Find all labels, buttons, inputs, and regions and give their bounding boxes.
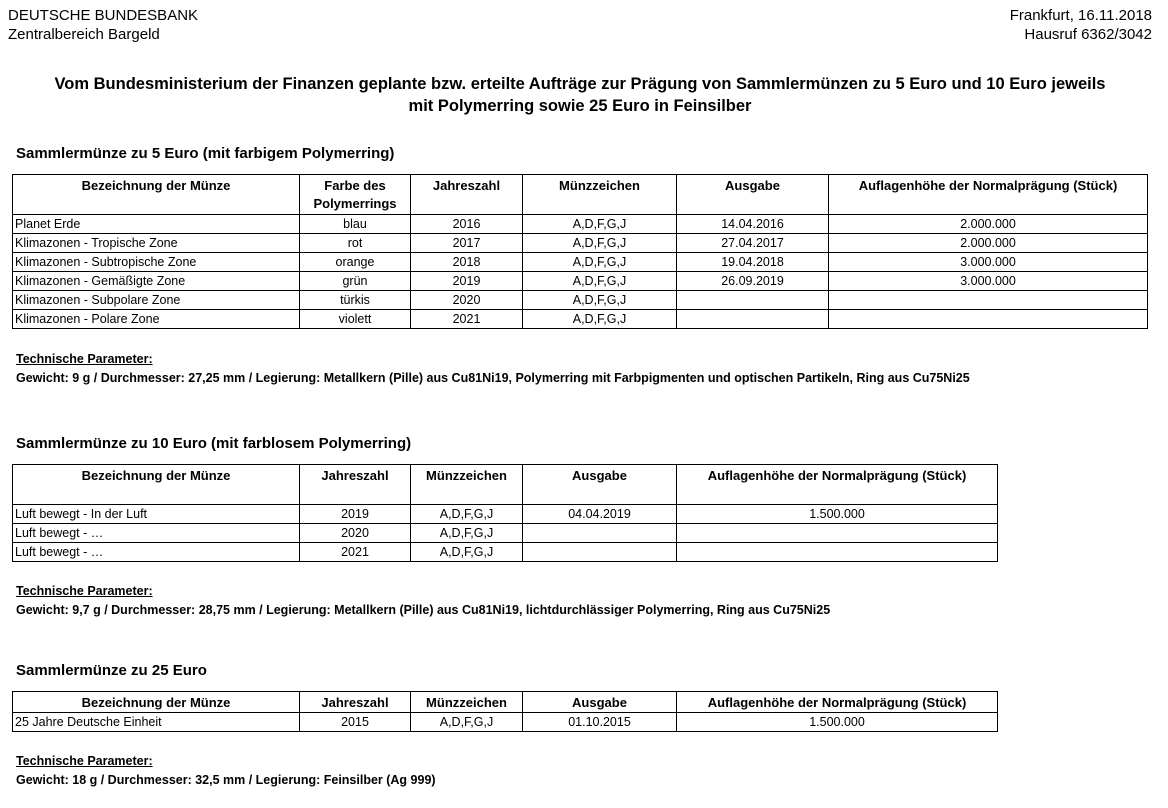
col-header-mintmark: Münzzeichen [411,692,523,713]
table-cell: Luft bewegt - … [13,524,300,543]
table-cell: 2019 [411,272,523,291]
table-cell: 2.000.000 [829,215,1148,234]
col-header-year: Jahreszahl [300,465,411,505]
col-header-issue: Ausgabe [523,465,677,505]
table-cell [829,310,1148,329]
tech-params-label-5: Technische Parameter: [16,352,153,366]
table-cell: 14.04.2016 [677,215,829,234]
letterhead-left [8,6,198,44]
section-5-euro-title: Sammlermünze zu 5 Euro (mit farbigem Polymerring) [16,145,395,162]
phone-extension: Hausruf 6362/3042 [1024,26,1152,43]
table-header-row [13,692,998,713]
col-header-mintmark: Münzzeichen [523,175,677,215]
table-cell: 25 Jahre Deutsche Einheit [13,713,300,732]
letterhead-right [1010,6,1152,44]
col-header-mintage: Auflagenhöhe der Normalprägung (Stück) [677,465,998,505]
document-title [0,73,1160,117]
table-row [13,505,998,524]
table-row [13,291,1148,310]
table-cell: A,D,F,G,J [523,215,677,234]
col-header-mintage: Auflagenhöhe der Normalprägung (Stück) [829,175,1148,215]
table-row [13,524,998,543]
tech-params-text-25: Gewicht: 18 g / Durchmesser: 32,5 mm / Legierung: Feinsilber (Ag 999) [16,773,436,787]
table-cell: 2017 [411,234,523,253]
table-cell: 2020 [411,291,523,310]
table-cell: 04.04.2019 [523,505,677,524]
table-cell: A,D,F,G,J [523,291,677,310]
table-cell: 1.500.000 [677,713,998,732]
table-cell: 01.10.2015 [523,713,677,732]
table-header-row [13,465,998,505]
table-cell [523,543,677,562]
table-cell: Klimazonen - Gemäßigte Zone [13,272,300,291]
table-cell: türkis [300,291,411,310]
table-cell: 2021 [411,310,523,329]
table-row [13,215,1148,234]
section-10-euro-title: Sammlermünze zu 10 Euro (mit farblosem Polymerring) [16,435,412,452]
org-name: DEUTSCHE BUNDESBANK [8,7,199,24]
col-header-issue: Ausgabe [677,175,829,215]
table-cell: Luft bewegt - In der Luft [13,505,300,524]
table-row [13,310,1148,329]
table-cell: Klimazonen - Subpolare Zone [13,291,300,310]
table-cell: A,D,F,G,J [411,505,523,524]
table-cell: A,D,F,G,J [523,272,677,291]
tech-params-label-10: Technische Parameter: [16,584,153,598]
col-header-name: Bezeichnung der Münze [13,465,300,505]
col-header-color: Farbe des Polymerrings [300,175,411,215]
document-title-line2: mit Polymerring sowie 25 Euro in Feinsilber [408,97,752,115]
table-cell: 3.000.000 [829,272,1148,291]
table-cell [523,524,677,543]
table-cell: Klimazonen - Subtropische Zone [13,253,300,272]
table-cell: 2019 [300,505,411,524]
table-cell: A,D,F,G,J [411,543,523,562]
table-cell: A,D,F,G,J [523,234,677,253]
table-cell: 2015 [300,713,411,732]
table-cell: Klimazonen - Tropische Zone [13,234,300,253]
org-department: Zentralbereich Bargeld [8,26,160,43]
table-cell: blau [300,215,411,234]
table-cell: 27.04.2017 [677,234,829,253]
table-cell: A,D,F,G,J [523,253,677,272]
table-cell: A,D,F,G,J [523,310,677,329]
table-header-row [13,175,1148,215]
tech-params-text-5: Gewicht: 9 g / Durchmesser: 27,25 mm / Legierung: Metallkern (Pille) aus Cu81Ni19, Polymerring mit Farbpigmenten und optischen Partikeln, Ring aus Cu75Ni25 [16,371,970,385]
table-row [13,272,1148,291]
table-10-euro [12,464,998,562]
table-cell: 2018 [411,253,523,272]
col-header-mintage: Auflagenhöhe der Normalprägung (Stück) [677,692,998,713]
col-header-year: Jahreszahl [300,692,411,713]
table-cell: 2020 [300,524,411,543]
col-header-issue: Ausgabe [523,692,677,713]
table-cell: 1.500.000 [677,505,998,524]
table-cell: 2016 [411,215,523,234]
table-cell [677,291,829,310]
table-cell: Luft bewegt - … [13,543,300,562]
table-cell [677,524,998,543]
col-header-year: Jahreszahl [411,175,523,215]
table-cell: Planet Erde [13,215,300,234]
table-cell [677,543,998,562]
table-5-euro [12,174,1148,329]
col-header-name: Bezeichnung der Münze [13,692,300,713]
table-cell [677,310,829,329]
table-cell: A,D,F,G,J [411,524,523,543]
table-cell: Klimazonen - Polare Zone [13,310,300,329]
table-cell: 2.000.000 [829,234,1148,253]
table-cell: orange [300,253,411,272]
place-date: Frankfurt, 16.11.2018 [1009,7,1152,24]
table-cell: grün [300,272,411,291]
document-title-line1: Vom Bundesministerium der Finanzen geplante bzw. erteilte Aufträge zur Prägung von Sammlermünzen zu 5 Euro und 10 Euro jeweils [54,75,1106,93]
table-cell: A,D,F,G,J [411,713,523,732]
table-row [13,543,998,562]
table-cell: 19.04.2018 [677,253,829,272]
table-row [13,713,998,732]
table-cell [829,291,1148,310]
tech-params-label-25: Technische Parameter: [16,754,153,768]
table-cell: 3.000.000 [829,253,1148,272]
table-cell: 26.09.2019 [677,272,829,291]
col-header-name: Bezeichnung der Münze [13,175,300,215]
table-row [13,234,1148,253]
table-25-euro [12,691,998,732]
table-cell: 2021 [300,543,411,562]
tech-params-text-10: Gewicht: 9,7 g / Durchmesser: 28,75 mm / Legierung: Metallkern (Pille) aus Cu81Ni19, lichtdurchlässiger Polymerring, Ring aus Cu75Ni25 [16,603,831,617]
table-cell: violett [300,310,411,329]
col-header-mintmark: Münzzeichen [411,465,523,505]
table-cell: rot [300,234,411,253]
section-25-euro-title: Sammlermünze zu 25 Euro [16,662,207,679]
table-row [13,253,1148,272]
